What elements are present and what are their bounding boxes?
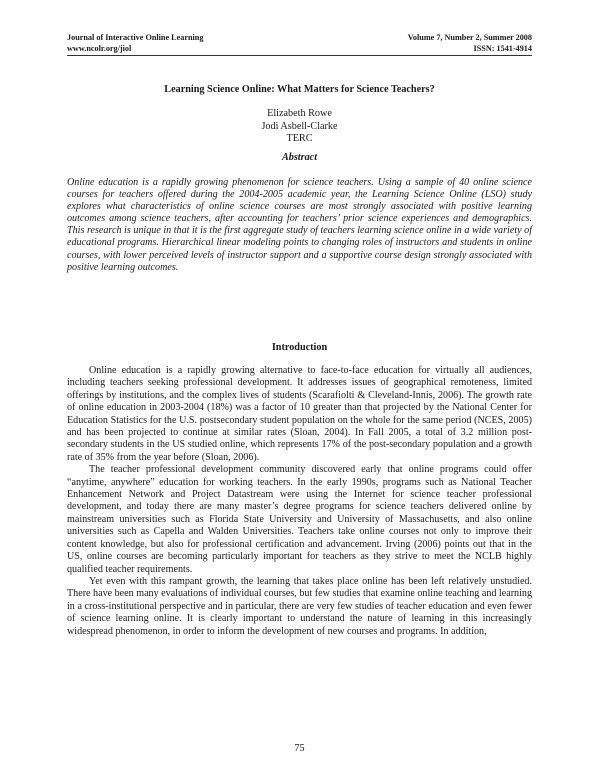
abstract-text: Online education is a rapidly growing phenomenon for science teachers. Using a sample of 40 online science courses for teachers offered during the 2004-2005 academic year, the Learning Science Online (LSO) study explores what characteristics of online science courses are most strongly associated with positive learning outcomes among science teachers, after accounting for teachers’ prior science experiences and demographics. This research is unique in that it is the first aggregate study of teachers learning science online in a wide variety of educational programs. Hierarchical linear modeling points to changing roles of instructors and students in online courses, with lower perceived levels of instructor support and a supportive course design strongly associated with positive learning outcomes.	[67, 177, 532, 273]
volume-info: Volume 7, Number 2, Summer 2008	[407, 33, 532, 42]
header-divider	[67, 55, 532, 56]
journal-website: www.ncolr.org/jiol	[67, 43, 132, 53]
paper-title: Learning Science Online: What Matters for Science Teachers?	[164, 84, 435, 95]
running-header	[67, 33, 532, 54]
author-name: Jodi Asbell-Clarke	[261, 120, 338, 132]
issn: ISSN: 1541-4914	[473, 43, 532, 53]
author-affiliation: TERC	[286, 133, 313, 144]
body-paragraph: The teacher professional development community discovered early that online programs could offer “anytime, anywhere” education for working teachers. In the early 1990s, programs such as National Teacher Enhancement Network and Project Datastream were using the Internet for science teacher professional development, and today there are many master’s degree programs for science teachers delivered online by mainstream universities such as Florida State University and University of Massachusetts, and also online universities such as Capella and Walden Universities. Teachers take online courses not only to improve their content knowledge, but also for professional certification and advancement. Irving (2006) points out that in the US, online courses are becoming particularly important for teachers as they strive to meet the NCLB highly qualified teacher requirements.	[67, 464, 532, 575]
abstract-heading: Abstract	[281, 152, 318, 163]
introduction-heading: Introduction	[271, 342, 328, 353]
introduction-body	[67, 365, 532, 638]
header-row-1	[67, 33, 532, 44]
author-block	[67, 108, 532, 146]
journal-name: Journal of Interactive Online Learning	[67, 33, 204, 42]
page-number: 75	[294, 743, 305, 754]
body-paragraph: Online education is a rapidly growing alternative to face-to-face education for virtually all audiences, including teachers seeking professional development. It addresses issues of geographical remoteness, limited offerings by institutions, and the complex lives of students (Scarafiolti & Cleveland-Innis, 2006). The growth rate of online education in 2003-2004 (18%) was a factor of 10 greater than that projected by the National Center for Education Statistics for the U.S. postsecondary student population on the whole for the same period (NCES, 2005) and has been projected to continue at similar rates (Sloan, 2004). In Fall 2005, a total of 3.2 million post-secondary students in the US studied online, which represents 17% of the post-secondary population and a growth rate of 35% from the year before (Sloan, 2006).	[67, 365, 532, 463]
header-row-2	[67, 44, 532, 55]
author-name: Elizabeth Rowe	[267, 108, 332, 119]
body-paragraph: Yet even with this rampant growth, the learning that takes place online has been left relatively unstudied. There have been many evaluations of individual courses, but few studies that examine online teaching and learning in a cross-institutional perspective and in particular, there are very few studies of teacher education and even fewer of science learning online. It is clearly important to understand the nature of learning in this increasingly widespread phenomenon, in order to inform the development of new courses and programs. In addition,	[67, 575, 533, 637]
